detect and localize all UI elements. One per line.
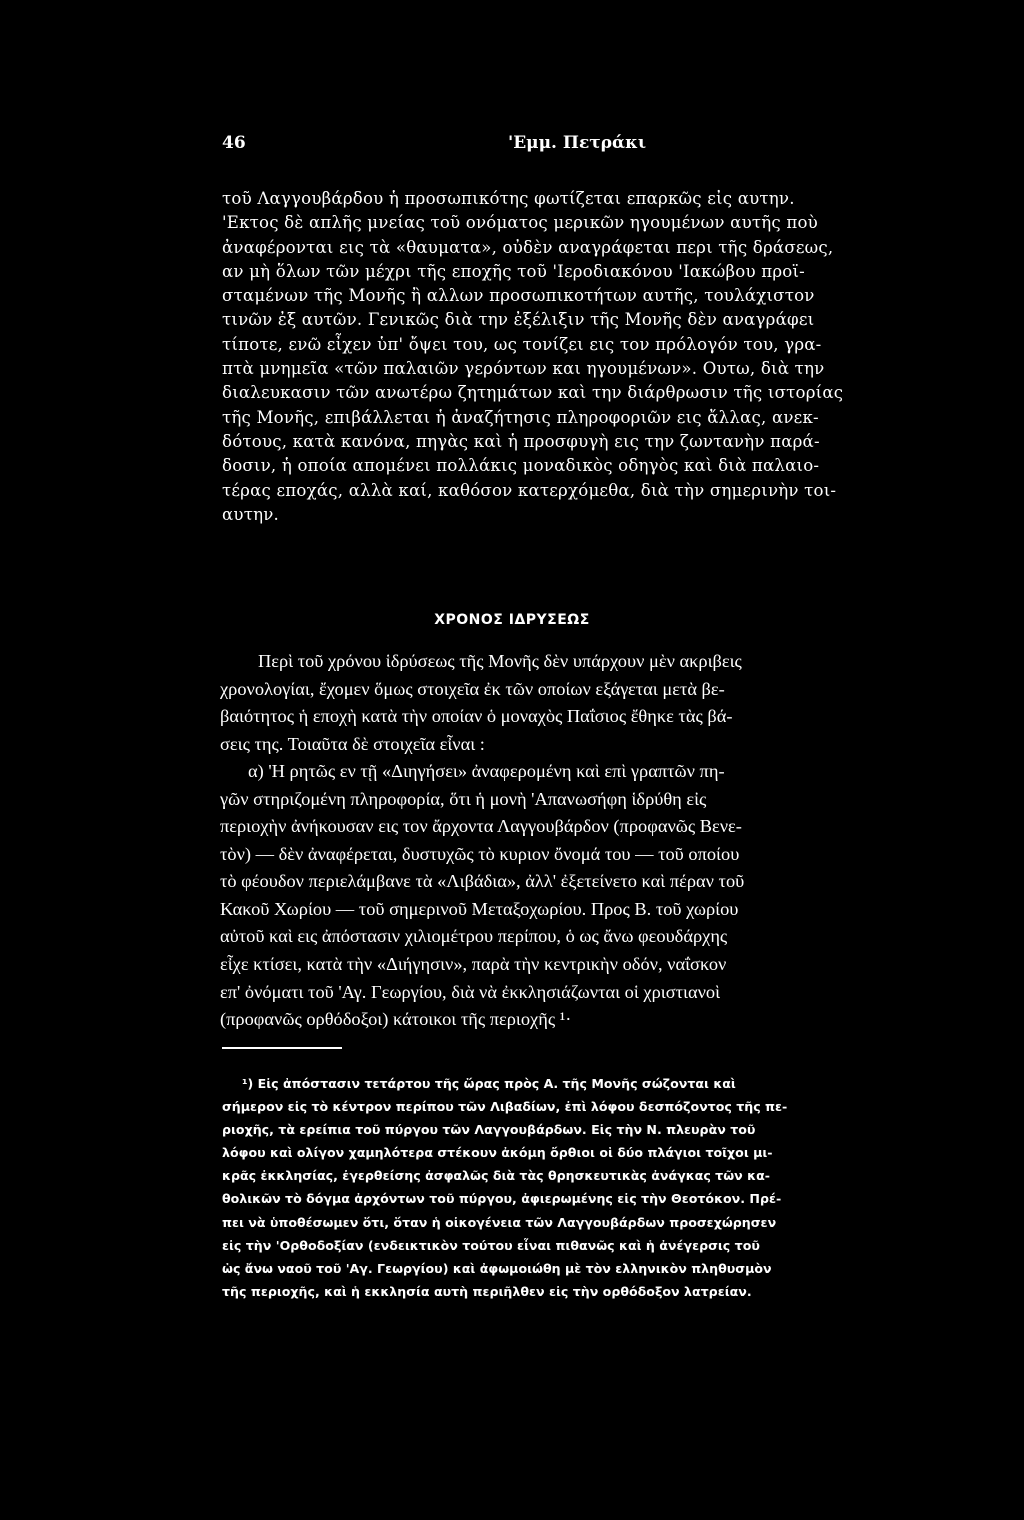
text-line: αν μὴ ὅλων τῶν μέχρι τῆς εποχῆς τοῦ 'Ιεροδιακόνου 'Ιακώβου προϊ- xyxy=(222,261,805,281)
footnote-line: τῆς περιοχῆς, καὶ ἡ εκκλησία αυτὴ περιῆλθεν εἰς τὴν ορθόδοξον λατρείαν. xyxy=(222,1283,752,1299)
footnote-line: θολικῶν τὸ δόγμα ἀρχόντων τοῦ πύργου, ἀφιερωμένης εἰς τὴν Θεοτόκον. Πρέ- xyxy=(222,1191,782,1207)
text-line: Περὶ τοῦ χρόνου ἱδρύσεως τῆς Μονῆς δὲν υπάρχουν μὲν ακριβεις xyxy=(258,651,742,671)
text-line: διαλευκασιν τῶν ανωτέρω ζητημάτων καὶ την διάρθρωσιν τῆς ιστορίας xyxy=(222,383,844,403)
text-line: τὸν) — δὲν ἀναφέρεται, δυστυχῶς τὸ κυριον ὄνομά του — τοῦ οποίου xyxy=(220,843,740,864)
paragraph-continuation xyxy=(222,187,844,527)
footnote xyxy=(222,1072,808,1303)
text-line: τὸ φέουδον περιελάμβανε τὰ «Λιβάδια», ἀλλ' ἐξετείνετο καὶ πέραν τοῦ xyxy=(220,871,745,892)
running-head xyxy=(222,133,802,159)
text-line: τινῶν ἐξ αυτῶν. Γενικῶς διὰ την ἐξέλιξιν τῆς Μονῆς δὲν αναγράφει xyxy=(222,310,815,330)
footnote-line: πει νὰ ὑποθέσωμεν ὅτι, ὅταν ἡ οἰκογένεια τῶν Λαγγουβάρδων προσεχώρησεν xyxy=(222,1214,777,1230)
footnote-line: σήμερον εἰς τὸ κέντρον περίπου τῶν Λιβαδίων, ἐπὶ λόφου δεσπόζοντος τῆς πε- xyxy=(222,1099,788,1115)
text-line: εἶχε κτίσει, κατὰ τὴν «Διήγησιν», παρὰ τὴν κεντρικὴν οδόν, ναΐσκον xyxy=(220,954,727,975)
text-line: δότους, κατὰ κανόνα, πηγὰς καὶ ἡ προσφυγὴ εις την ζωντανὴν παρά- xyxy=(222,431,820,451)
text-line: δοσιν, ἡ οποία απομένει πολλάκις μοναδικὸς οδηγὸς καὶ διὰ παλαιο- xyxy=(222,456,820,476)
text-line: (προφανῶς ορθόδοξοι) κάτοικοι τῆς περιοχῆς ¹· xyxy=(220,1009,572,1030)
text-line: χρονολογίαι, ἔχομεν ὅμως στοιχεῖα ἐκ τῶν οποίων εξάγεται μετὰ βε- xyxy=(220,678,725,699)
footnote-line: κρᾶς ἐκκλησίας, ἐγερθείσης ἀσφαλῶς διὰ τὰς θρησκευτικὰς ἀνάγκας τῶν κα- xyxy=(222,1168,770,1184)
footnote-line: ριοχῆς, τὰ ερείπια τοῦ πύργου τῶν Λαγγουβάρδων. Εἰς τὴν Ν. πλευρὰν τοῦ xyxy=(222,1122,756,1138)
text-line: ἀναφέρονται εις τὰ «θαυματα», οὐδὲν αναγράφεται περι τῆς δράσεως, xyxy=(222,237,834,257)
text-line: Κακοῦ Χωρίου — τοῦ σημερινοῦ Μεταξοχωρίου. Προς Β. τοῦ χωρίου xyxy=(220,898,739,919)
text-line: τίποτε, ενῶ εἶχεν ὑπ' ὄψει του, ως τονίζει εις τον πρόλογόν του, γρα- xyxy=(222,334,822,354)
text-line: σεις της. Τοιαῦτα δὲ στοιχεῖα εἶναι : xyxy=(220,733,485,754)
footnote-line: ¹) Εἰς ἀπόστασιν τετάρτου τῆς ὥρας πρὸς Α. τῆς Μονῆς σώζονται καὶ xyxy=(242,1076,736,1091)
footnote-divider xyxy=(222,1047,342,1049)
text-line: τῆς Μονῆς, επιβάλλεται ἡ ἀναζήτησις πληροφοριῶν εις ἄλλας, ανεκ- xyxy=(222,407,819,427)
text-line: επ' ὀνόματι τοῦ 'Αγ. Γεωργίου, διὰ νὰ ἐκκλησιάζωνται οἱ χριστιανοὶ xyxy=(220,981,721,1002)
section-body xyxy=(220,648,810,1034)
text-line: τέρας εποχάς, αλλὰ καί, καθόσον κατερχόμεθα, διὰ τὴν σημερινὴν τοι- xyxy=(222,480,837,500)
footnote-line: λόφου καὶ ολίγον χαμηλότερα στέκουν ἀκόμη ὄρθιοι οἱ δύο πλάγιοι τοῖχοι μι- xyxy=(222,1145,773,1161)
text-line: περιοχὴν ἀνήκουσαν εις τον ἄρχοντα Λαγγουβάρδον (προφανῶς Βενε- xyxy=(220,816,742,837)
page-number: 46 xyxy=(222,133,246,153)
running-head-author: 'Εμμ. Πετράκι xyxy=(508,133,647,153)
footnote-line: εἰς τὴν 'Ορθοδοξίαν (ενδεικτικὸν τούτου εἶναι πιθανῶς καὶ ἡ ἀνέγερσις τοῦ xyxy=(222,1237,760,1253)
footnote-line: ὡς ἄνω ναοῦ τοῦ 'Αγ. Γεωργίου) καὶ ἀφωμοιώθη μὲ τὸν ελληνικὸν πληθυσμὸν xyxy=(222,1260,772,1276)
section-heading: ΧΡΟΝΟΣ ΙΔΡΥΣΕΩΣ xyxy=(434,612,590,628)
text-line: σταμένων τῆς Μονῆς ἢ αλλων προσωπικοτήτων αυτῆς, τουλάχιστον xyxy=(222,286,815,306)
text-line: αὐτοῦ καὶ εις ἀπόστασιν χιλιομέτρου περίπου, ὁ ως ἄνω φεουδάρχης xyxy=(220,926,728,947)
text-line: πτὰ μνημεῖα «τῶν παλαιῶν γερόντων και ηγουμένων». Ουτω, διὰ την xyxy=(222,359,825,379)
text-line: γῶν στηριζομένη πληροφορία, ὅτι ἡ μονὴ 'Απανωσήφη ἱδρύθη εἰς xyxy=(220,788,707,809)
text-line: αυτην. xyxy=(222,504,279,524)
text-line: βαιότητος ἡ εποχὴ κατὰ τὴν οποίαν ὁ μοναχὸς Παΐσιος ἔθηκε τὰς βά- xyxy=(220,706,733,727)
text-line: 'Εκτος δὲ απλῆς μνείας τοῦ ονόματος μερικῶν ηγουμένων αυτῆς ποὺ xyxy=(222,213,818,233)
text-line: α) 'Η ρητῶς εν τῇ «Διηγήσει» ἀναφερομένη καὶ επὶ γραπτῶν πη- xyxy=(248,761,725,782)
text-line: τοῦ Λαγγουβάρδου ἡ προσωπικότης φωτίζεται επαρκῶς εἰς αυτην. xyxy=(222,189,795,208)
